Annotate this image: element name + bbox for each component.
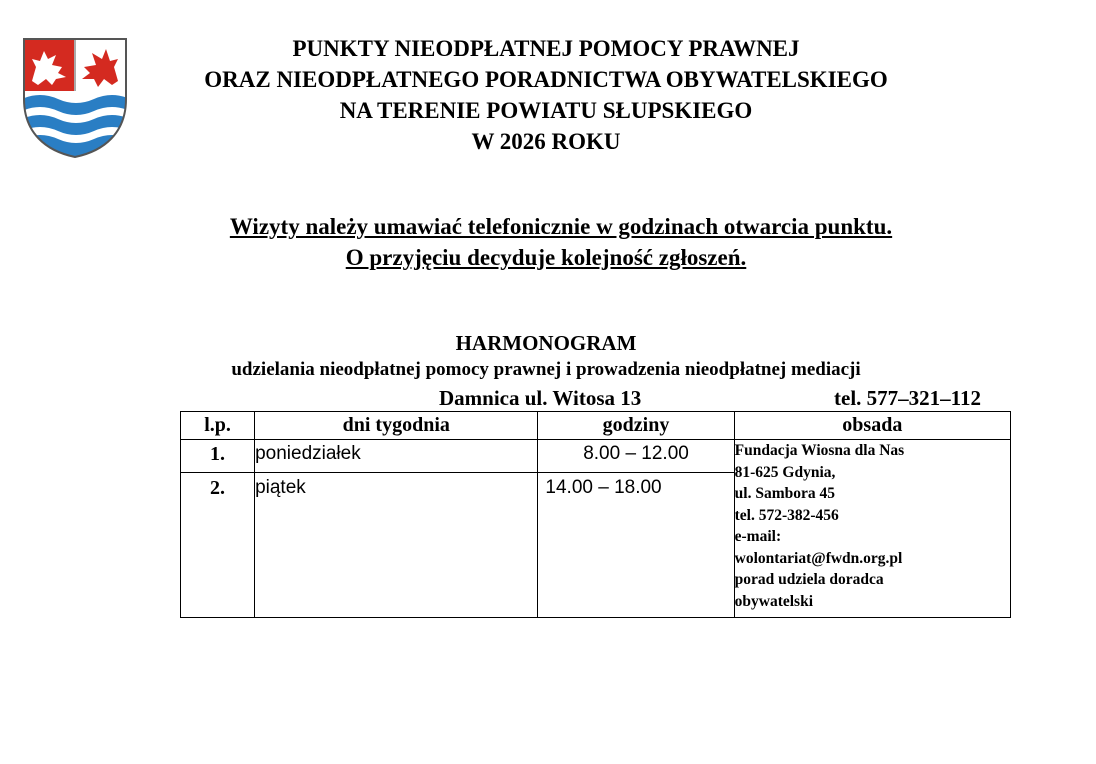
staff-organization: Fundacja Wiosna dla Nas <box>734 442 905 459</box>
staff-city: 81-625 Gdynia, <box>734 463 836 481</box>
staff-email-label: e-mail: <box>734 528 782 545</box>
row-number: 2. <box>181 473 255 618</box>
weekday-cell: piątek <box>255 473 538 618</box>
staff-phone: tel. 572-382-456 <box>734 506 839 524</box>
header-line-3: NA TERENIE POWIATU SŁUPSKIEGO <box>339 98 753 123</box>
column-header-lp: l.p. <box>181 412 255 440</box>
weekday-cell: poniedziałek <box>255 440 538 473</box>
table-header-row <box>181 412 1011 440</box>
schedule-table <box>180 411 1011 618</box>
location-phone: tel. 577–321–112 <box>834 386 981 410</box>
header-line-4: W 2026 ROKU <box>471 129 621 154</box>
staff-street: ul. Sambora 45 <box>734 485 835 502</box>
row-number: 1. <box>181 440 255 473</box>
column-header-staff: obsada <box>734 412 1010 440</box>
staff-note-line-1: porad udziela doradca <box>734 571 884 588</box>
header-line-1: PUNKTY NIEODPŁATNEJ POMOCY PRAWNEJ <box>292 36 800 61</box>
hours-cell: 14.00 – 18.00 <box>538 473 734 618</box>
schedule-subtitle: udzielania nieodpłatnej pomocy prawnej i prowadzenia nieodpłatnej mediacji <box>231 359 861 380</box>
table-row <box>181 440 1011 473</box>
staff-email: wolontariat@fwdn.org.pl <box>734 549 903 567</box>
hours-cell: 8.00 – 12.00 <box>538 440 734 473</box>
staff-note-line-2: obywatelski <box>734 592 814 610</box>
appointment-notice-line-2: O przyjęciu decyduje kolejność zgłoszeń. <box>345 245 747 270</box>
staff-cell <box>734 440 1010 618</box>
schedule-title: HARMONOGRAM <box>455 331 637 355</box>
header-line-2: ORAZ NIEODPŁATNEGO PORADNICTWA OBYWATELSKIEGO <box>204 67 888 92</box>
coat-of-arms-logo <box>22 37 128 159</box>
appointment-notice-line-1: Wizyty należy umawiać telefonicznie w godzinach otwarcia punktu. <box>229 214 893 239</box>
column-header-days: dni tygodnia <box>255 412 538 440</box>
location-address: Damnica ul. Witosa 13 <box>439 386 642 410</box>
column-header-hours: godziny <box>538 412 734 440</box>
